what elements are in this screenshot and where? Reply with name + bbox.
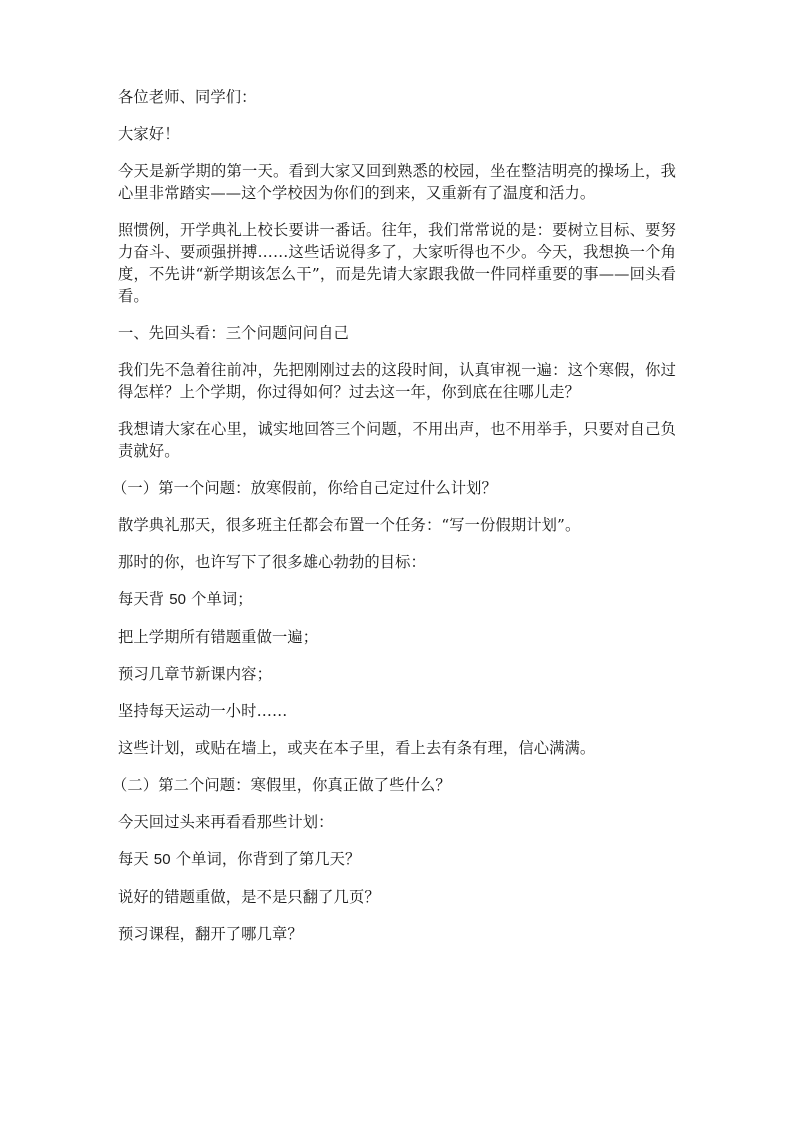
list-item-words-number: 50	[169, 591, 187, 608]
paragraph-three-questions: 我想请大家在心里，诚实地回答三个问题，不用出声，也不用举手，只要对自己负责就好。	[118, 420, 676, 460]
section-heading-1: 一、先回头看：三个问题问问自己	[118, 324, 349, 342]
list-item-mistakes-question: 说好的错题重做，是不是只翻了几页？	[118, 888, 380, 906]
list-item-mistakes: 把上学期所有错题重做一遍；	[118, 628, 319, 646]
list-item-words-question-number: 50	[153, 851, 171, 868]
document-page	[112, 86, 676, 960]
list-item-preview: 预习几章节新课内容；	[118, 665, 272, 683]
subheading-question-2: （二）第二个问题：寒假里，你真正做了些什么？	[112, 776, 451, 794]
list-item-words-question-after: 个单词，你背到了第几天？	[175, 850, 361, 868]
list-item-words-question-before: 每天	[118, 850, 149, 868]
paragraph-opening: 今天是新学期的第一天。看到大家又回到熟悉的校园，坐在整洁明亮的操场上，我心里非常踏实——这个学校因为你们的到来，又重新有了温度和活力。	[118, 162, 676, 202]
list-item-words	[118, 588, 676, 611]
paragraph-convention: 照惯例，开学典礼上校长要讲一番话。往年，我们常常说的是：要树立目标、要努力奋斗、要顽强拼搏……这些话说得多了，大家听得也不少。今天，我想换一个角度，不先讲“新学期该怎么干”，而是先请大家跟我做一件同样重要的事——回头看看。	[118, 221, 676, 305]
paragraph-review: 我们先不急着往前冲，先把刚刚过去的这段时间，认真审视一遍：这个寒假，你过得怎样？上个学期，你过得如何？过去这一年，你到底在往哪儿走？	[118, 361, 676, 401]
list-item-exercise: 坚持每天运动一小时……	[118, 702, 288, 720]
paragraph-plans-summary: 这些计划，或贴在墙上，或夹在本子里，看上去有条有理，信心满满。	[118, 739, 596, 757]
paragraph-holiday-plan: 散学典礼那天，很多班主任都会布置一个任务：“写一份假期计划”。	[118, 516, 581, 534]
list-item-words-after: 个单词；	[191, 590, 253, 608]
paragraph-goals-intro: 那时的你，也许写下了很多雄心勃勃的目标：	[118, 553, 426, 571]
salutation: 各位老师、同学们：	[118, 88, 257, 106]
list-item-preview-question: 预习课程，翻开了哪几章？	[118, 925, 303, 943]
list-item-words-before: 每天背	[118, 590, 165, 608]
subheading-question-1: （一）第一个问题：放寒假前，你给自己定过什么计划？	[112, 479, 497, 497]
greeting: 大家好！	[118, 125, 180, 143]
paragraph-look-back: 今天回过头来再看看那些计划：	[118, 813, 334, 831]
list-item-words-question	[118, 848, 676, 871]
